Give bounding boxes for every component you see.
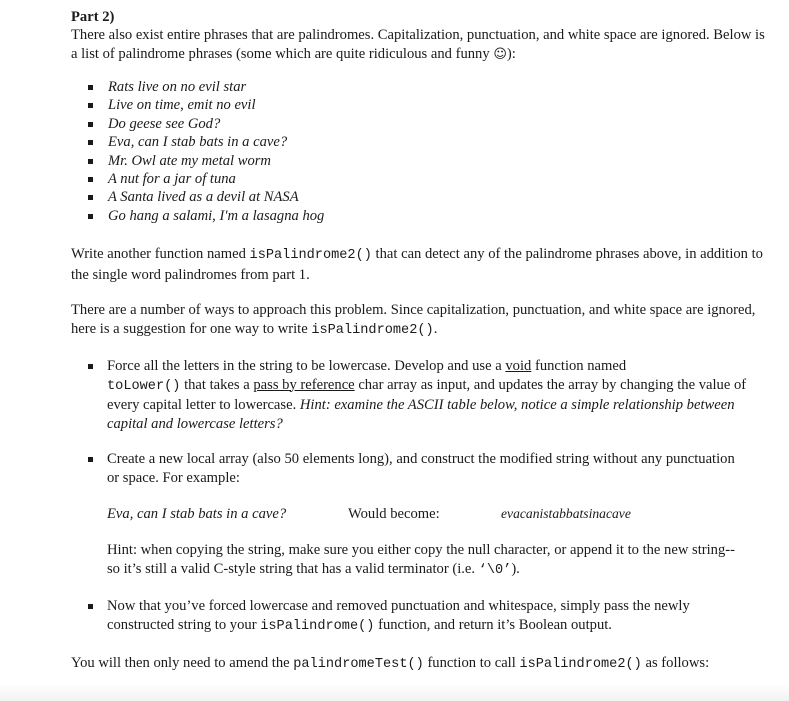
approach-paragraph: There are a number of ways to approach this problem. Since capitalization, punctuation, and white space are ignored, here is a suggestion for one way to write isPalindrome2(). <box>71 302 756 338</box>
function-name: isPalindrome() <box>260 618 375 634</box>
function-name: toLower() <box>107 378 181 394</box>
list-item: Go hang a salami, I'm a lasagna hog <box>88 207 324 225</box>
smiley-icon: ☺ <box>493 46 507 62</box>
bullet-icon <box>88 177 93 182</box>
bullet-icon <box>88 140 93 145</box>
example-output: evacanistabbatsinacave <box>501 506 631 521</box>
function-name: isPalindrome2() <box>249 248 372 263</box>
bullet-icon <box>88 122 93 127</box>
palindrome-list <box>88 78 324 225</box>
list-item: Rats live on no evil star <box>88 78 324 96</box>
bullet-icon <box>88 85 93 90</box>
bullet-icon <box>88 457 93 462</box>
bullet-lowercase: Force all the letters in the string to be lowercase. Develop and use a void function named toLower() that takes a pass by reference char array as input, and updates the array by changing the value of every capital letter to lowercase. Hint: examine the ASCII table below, notice a simple relationship between capital and lowercase letters? <box>107 358 747 432</box>
would-become-label: Would become: <box>348 506 440 522</box>
bullet-icon <box>88 364 93 369</box>
list-item: Live on time, emit no evil <box>88 96 324 114</box>
function-name: isPalindrome2() <box>311 322 434 338</box>
list-item: A Santa lived as a devil at NASA <box>88 188 324 206</box>
write-paragraph: Write another function named isPalindrome2() that can detect any of the palindrome phrases above, in addition to the single word palindromes from part 1. <box>71 246 763 283</box>
list-item: Do geese see God? <box>88 115 324 133</box>
function-name: palindromeTest() <box>293 657 424 672</box>
section-heading: Part 2) <box>71 9 115 25</box>
null-hint: Hint: when copying the string, make sure you either copy the null character, or append it to the new string-- so it’s still a valid C-style string that has a valid terminator (i.e. ‘\0’). <box>107 542 735 578</box>
closing-paragraph: You will then only need to amend the palindromeTest() function to call isPalindrome2() as follows: <box>71 655 710 672</box>
bullet-icon <box>88 159 93 164</box>
bullet-icon <box>88 604 93 609</box>
bullet-icon <box>88 195 93 200</box>
bullet-icon <box>88 214 93 219</box>
bullet-icon <box>88 103 93 108</box>
bullet-pass-string: Now that you’ve forced lowercase and removed punctuation and whitespace, simply pass the newly constructed string to your isPalindrome() function, and return it’s Boolean output. <box>107 598 690 634</box>
page-bottom-shade <box>0 684 789 701</box>
intro-paragraph: There also exist entire phrases that are palindromes. Capitalization, punctuation, and white space are ignored. Below is a list of palindrome phrases (some which are quite ridiculous and funny ☺): <box>71 27 765 62</box>
list-item: A nut for a jar of tuna <box>88 170 324 188</box>
list-item: Eva, can I stab bats in a cave? <box>88 133 324 151</box>
list-item: Mr. Owl ate my metal worm <box>88 152 324 170</box>
function-name: isPalindrome2() <box>519 657 642 672</box>
bullet-new-array: Create a new local array (also 50 elements long), and construct the modified string without any punctuation or space. For example: <box>107 451 735 486</box>
example-input: Eva, can I stab bats in a cave? <box>107 506 287 522</box>
